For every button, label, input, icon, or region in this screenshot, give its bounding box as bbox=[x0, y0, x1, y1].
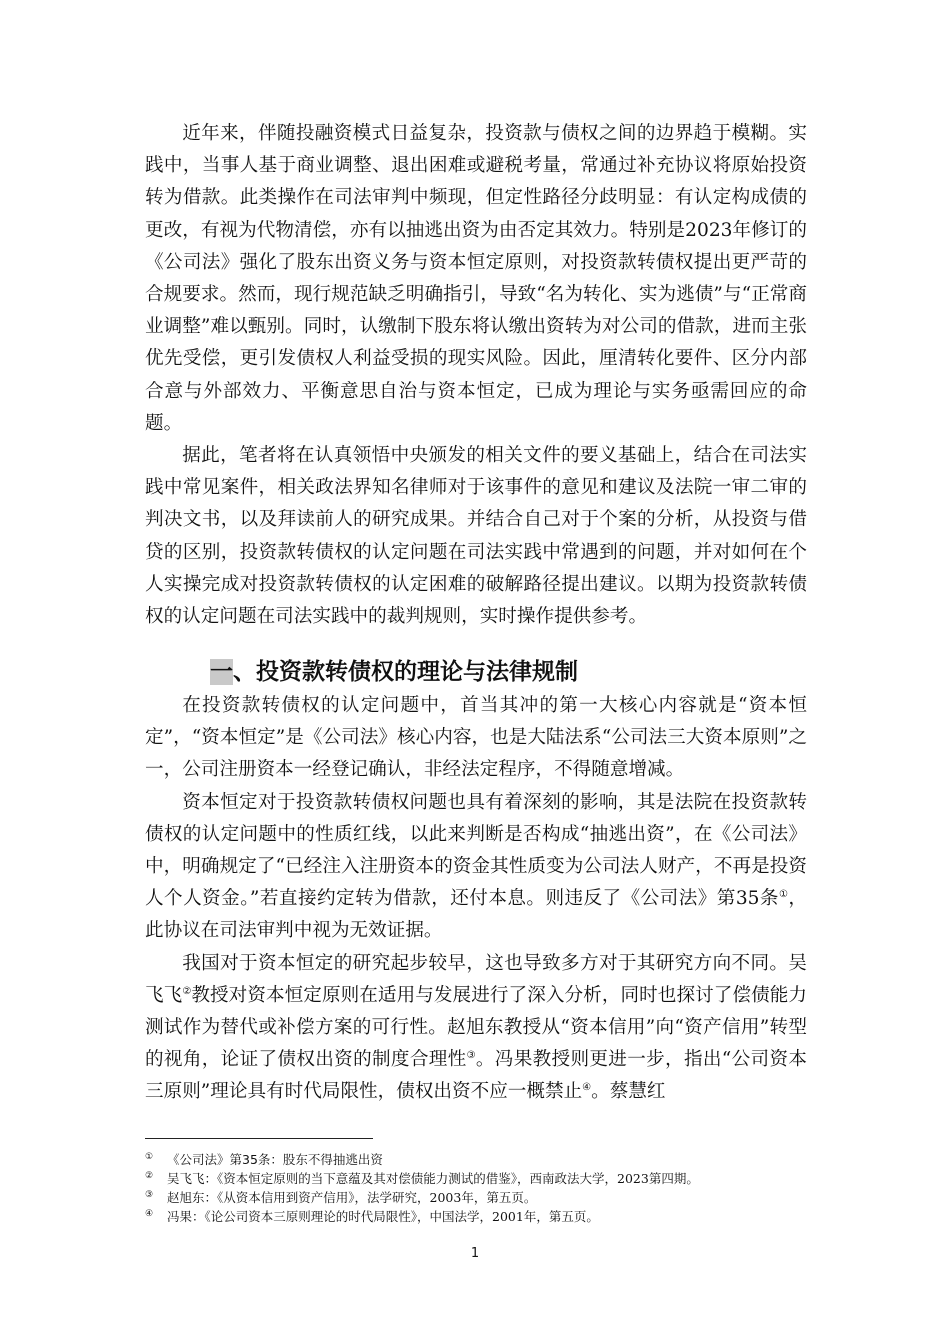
intro-section bbox=[145, 118, 807, 633]
author-name: 吴飞飞 bbox=[145, 952, 807, 1006]
intro-paragraph-2: 据此，笔者将在认真领悟中央颁发的相关文件的要义基础上，结合在司法实践中常见案件，相关政法界知名律师对于该事件的意见和建议及法院一审二审的判决文书，以及拜读前人的研究成果。并结合自己对于个案的分析，从投资与借贷的区别，投资款转债权的认定问题在司法实践中常遇到的问题，并对如何在个人实操完成对投资款转债权的认定困难的破解路径提出建议。以期为投资款转债权的认定问题在司法实践中的裁判规则，实时操作提供参考。 bbox=[145, 445, 807, 628]
section-heading-title: 、投资款转债权的理论与法律规制 bbox=[233, 659, 578, 685]
section-heading bbox=[210, 654, 578, 690]
footnote-mark: ② bbox=[145, 1171, 154, 1181]
footnote-separator bbox=[145, 1138, 373, 1139]
paragraph-text: 。冯果教授则更进一步，指出“公司资本三原则”理论具有时代局限性，债权出资不应一概禁止 bbox=[145, 1049, 807, 1103]
paragraph-text: ，此协议在司法审判中视为无效证据。 bbox=[145, 888, 808, 942]
footnote-mark: ④ bbox=[145, 1209, 154, 1219]
page-number: 1 bbox=[470, 1246, 480, 1261]
footnote-item bbox=[145, 1207, 807, 1226]
section1-paragraph-2 bbox=[145, 787, 807, 948]
footnote-ref-4[interactable]: ④ bbox=[582, 1082, 592, 1094]
section-heading-number: 一 bbox=[210, 659, 233, 685]
section1-paragraph-3 bbox=[145, 948, 807, 1109]
footnote-ref-2[interactable]: ② bbox=[182, 985, 192, 997]
footnote-ref-1[interactable]: ① bbox=[778, 889, 789, 901]
section1-body bbox=[145, 690, 807, 1109]
footnote-ref-3[interactable]: ③ bbox=[466, 1050, 476, 1062]
footnote-mark: ③ bbox=[145, 1190, 154, 1200]
paragraph-text: 。蔡慧红 bbox=[591, 1081, 666, 1103]
footnote-mark: ① bbox=[145, 1152, 154, 1162]
paragraph-text: 我国对于资本恒定的研究起步较早，这也导致多方对于其研究方向不同。 bbox=[182, 952, 789, 974]
footnote-text: 吴飞飞：《资本恒定原则的当下意蕴及其对偿债能力测试的借鉴》，西南政法大学，2023第四期。 bbox=[167, 1171, 699, 1186]
footnote-item bbox=[145, 1188, 807, 1207]
intro-paragraph-1: 近年来，伴随投融资模式日益复杂，投资款与债权之间的边界趋于模糊。实践中，当事人基于商业调整、退出困难或避税考量，常通过补充协议将原始投资转为借款。此类操作在司法审判中频现，但定性路径分歧明显：有认定构成债的更改，有视为代物清偿，亦有以抽逃出资为由否定其效力。特别是2023年修订的《公司法》强化了股东出资义务与资本恒定原则，对投资款转债权提出更严苛的合规要求。然而，现行规范缺乏明确指引，导致“名为转化、实为逃债”与“正常商业调整”难以甄别。同时，认缴制下股东将认缴出资转为对公司的借款，进而主张优先受偿，更引发债权人利益受损的现实风险。因此，厘清转化要件、区分内部合意与外部效力、平衡意思自治与资本恒定，已成为理论与实务亟需回应的命题。 bbox=[145, 123, 807, 434]
footnote-text: 冯果：《论公司资本三原则理论的时代局限性》，中国法学，2001年，第五页。 bbox=[167, 1209, 599, 1224]
footnote-text: 赵旭东：《从资本信用到资产信用》，法学研究，2003年，第五页。 bbox=[167, 1190, 537, 1205]
footnote-text: 《公司法》第35条：股东不得抽逃出资 bbox=[167, 1152, 383, 1167]
paragraph-text: 资本恒定对于投资款转债权问题也具有着深刻的影响，其是法院在投资款转债权的认定问题中的性质红线，以此来判断是否构成“抽逃出资”，在《公司法》中，明确规定了“已经注入注册资本的资金其性质变为公司法人财产，不再是投资人个人资金。”若直接约定转为借款，还付本息。则违反了《公司法》第35条 bbox=[145, 791, 807, 910]
footnote-item bbox=[145, 1150, 807, 1169]
paragraph-text: 教授对资本恒定原则在适用与发展进行了深入分析，同时也探讨了偿债能力测试作为替代或补偿方案的可行性。赵旭东教授从“资本信用”向“资产信用”转型的视角，论证了债权出资的制度合理性 bbox=[145, 984, 807, 1071]
footnote-item bbox=[145, 1169, 807, 1188]
section1-paragraph-1: 在投资款转债权的认定问题中，首当其冲的第一大核心内容就是“资本恒定”，“资本恒定”是《公司法》核心内容，也是大陆法系“公司法三大资本原则”之一，公司注册资本一经登记确认，非经法定程序，不得随意增减。 bbox=[145, 695, 807, 781]
footnotes bbox=[145, 1150, 807, 1226]
